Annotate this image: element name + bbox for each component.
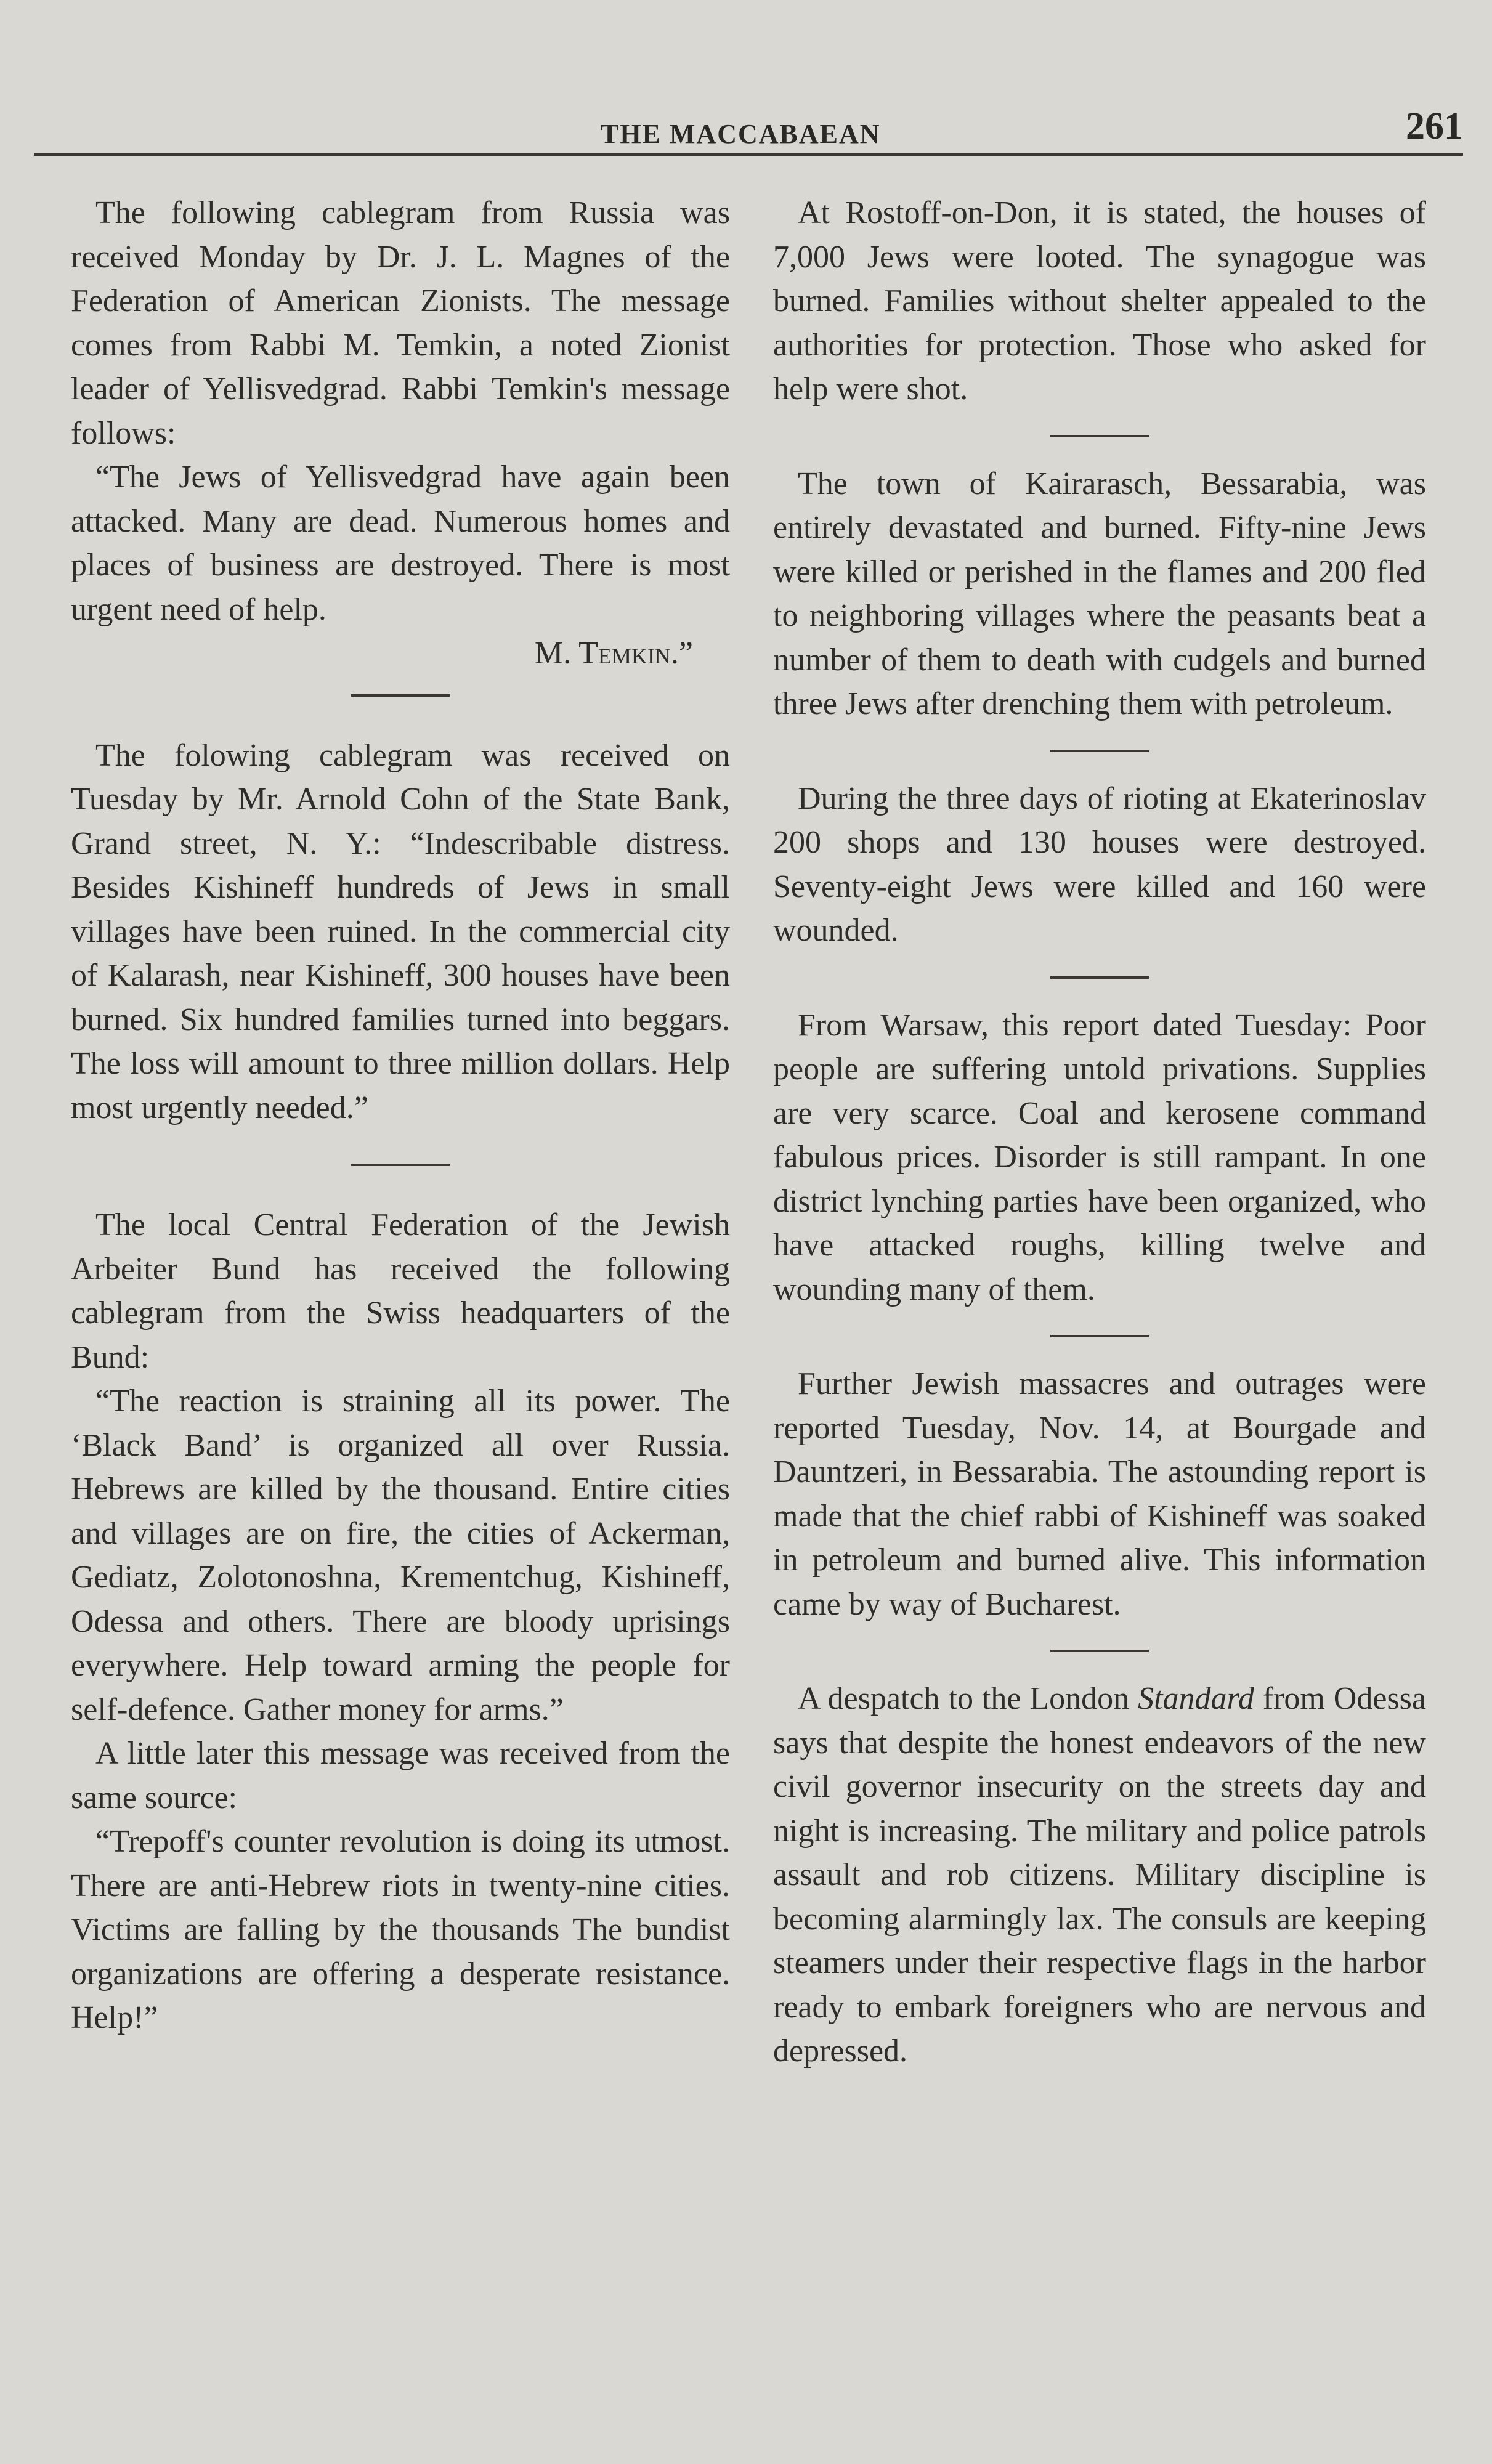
article-paragraph: Further Jewish massacres and outrages were reported Tuesday, Nov. 14, at Bourgade and Dauntzeri, in Bessarabia. The astounding report is made that the chief rabbi of Kishineff was soaked in petroleum and burned alive. This information came by way of Bucharest. [773,1366,1426,1622]
article-paragraph: The following cablegram from Russia was received Monday by Dr. J. L. Magnes of the Federation of American Zionists. The message comes from Rabbi M. Temkin, a noted Zionist leader of Yellisvedgrad. Rabbi Temkin's message follows: [71,195,730,451]
left-column [71,191,730,2040]
article-paragraph: The local Central Federation of the Jewish Arbeiter Bund has received the following cablegram from the Swiss headquarters of the Bund: [71,1207,730,1375]
page-number: 261 [1406,105,1463,147]
running-title: THE MACCABAEAN [601,119,881,149]
paragraph-text: A despatch to the London [798,1681,1138,1716]
article-paragraph: “The Jews of Yellisvedgrad have again been attacked. Many are dead. Numerous homes and places of business are destroyed. There is most urgent need of help. [71,460,730,627]
article-paragraph: The folowing cablegram was received on Tuesday by Mr. Arnold Cohn of the State Bank, Grand street, N. Y.: “Indescribable distress. Besides Kishineff hundreds of Jews in small villages have been ruined. In the commercial city of Kalarash, near Kishineff, 300 houses have been burned. Six hundred families turned into beggars. The loss will amount to three million dollars. Help most urgently needed.” [71,737,730,1125]
article-paragraph: “The reaction is straining all its power. The ‘Black Band’ is organized all over Russia. Hebrews are killed by the thousand. Entire cities and villages are on fire, the cities of Ackerman, Gediatz, Zolotonoshna, Krementchug, Kishineff, Odessa and others. There are bloody uprisings everywhere. Help toward arming the people for self-defence. Gather money for arms.” [71,1384,730,1727]
page-header [34,105,1463,160]
right-column [773,191,1426,2073]
article-paragraph: “Trepoff's counter revolution is doing its utmost. There are anti-Hebrew riots in twenty-nine cities. Victims are falling by the thousands The bundist organizations are offering a desperate resistance. Help!” [71,1824,730,2035]
header-rule [34,153,1463,156]
signature: M. Temkin.” [534,636,693,671]
article-paragraph: A little later this message was received from the same source: [71,1736,730,1815]
article-paragraph [773,1677,1426,2073]
newspaper-name: Standard [1138,1681,1254,1716]
article-paragraph: During the three days of rioting at Ekaterinoslav 200 shops and 130 houses were destroyed. Seventy-eight Jews were killed and 160 were wounded. [773,780,1426,948]
article-paragraph: The town of Kairarasch, Bessarabia, was entirely devastated and burned. Fifty-nine Jews were killed or perished in the flames and 200 fled to neighboring villages where the peasants beat a number of them to death with cudgels and burned three Jews after drenching them with petroleum. [773,466,1426,721]
article-paragraph: From Warsaw, this report dated Tuesday: Poor people are suffering untold privations. Supplies are very scarce. Coal and kerosene command fabulous prices. Disorder is still rampant. In one district lynching parties have been organized, who have attacked roughs, killing twelve and wounding many of them. [773,1007,1426,1307]
paragraph-text: from Odessa says that despite the honest endeavors of the new civil governor insecurity on the streets day and night is increasing. The military and police patrols assault and rob citizens. Military discipline is becoming alarmingly lax. The consuls are keeping steamers under their respective flags in the harbor ready to embark foreigners who are nervous and depressed. [773,1681,1426,2069]
article-paragraph: At Rostoff-on-Don, it is stated, the houses of 7,000 Jews were looted. The synagogue was burned. Families without shelter appealed to the authorities for protection. Those who asked for help were shot. [773,195,1426,407]
